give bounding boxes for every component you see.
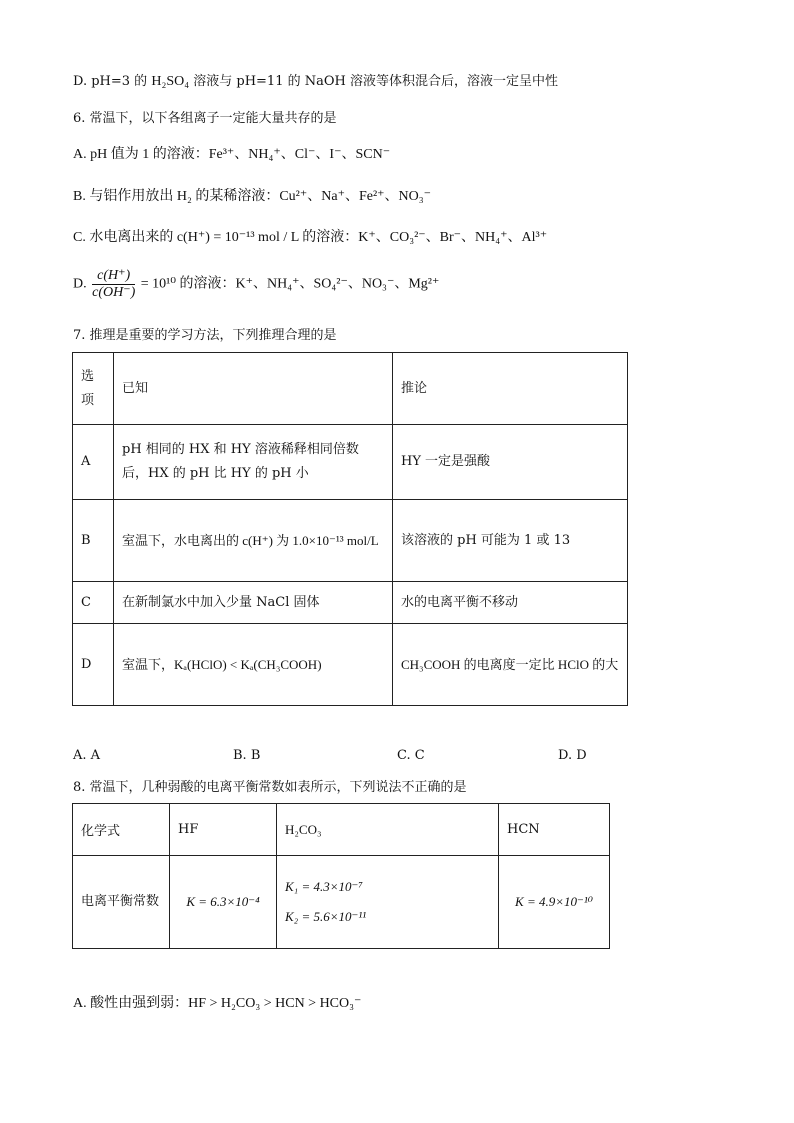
q7-row-d-inference: CH₃COOH 的电离度一定比 HClO 的大: [393, 624, 628, 706]
q8-stem: 8. 常温下，几种弱酸的电离平衡常数如表所示，下列说法不正确的是: [73, 780, 467, 795]
table-row: [73, 425, 628, 500]
q5-option-d-prefix: D. pH=3 的: [73, 74, 148, 89]
q7-option-d: D. D: [558, 748, 587, 763]
q8-header-h2co3: H₂CO₃: [277, 804, 499, 856]
q8-h2co3-k1: K₁ = 4.3×10⁻⁷: [285, 879, 363, 894]
q8-table: [72, 803, 610, 949]
q6-option-d-numerator: c(H⁺): [92, 268, 135, 285]
q6-option-d-fraction: [92, 268, 135, 301]
q8-header-formula: 化学式: [73, 804, 170, 856]
q7-row-b-inference: 该溶液的 pH 可能为 1 或 13: [393, 500, 628, 582]
q6-option-b: B. 与铝作用放出 H₂ 的某稀溶液：Cu²⁺、Na⁺、Fe²⁺、NO₃⁻: [73, 189, 432, 204]
q6-stem: 6. 常温下，以下各组离子一定能大量共存的是: [73, 111, 337, 126]
q7-option-c: C. C: [397, 748, 425, 763]
q6-option-d: [73, 268, 439, 301]
q8-header-row: [73, 804, 610, 856]
q7-row-d-option: D: [73, 624, 114, 706]
q7-row-c-option: C: [73, 582, 114, 624]
q7-header-known: 已知: [114, 353, 393, 425]
q6-option-d-rest: = 10¹⁰ 的溶液：K⁺、NH₄⁺、SO₄²⁻、NO₃⁻、Mg²⁺: [140, 276, 440, 292]
q7-header-row: [73, 353, 628, 425]
q6-option-d-denominator: c(OH⁻): [92, 285, 136, 300]
table-row: [73, 624, 628, 706]
q7-row-a-known: pH 相同的 HX 和 HY 溶液稀释相同倍数后，HX 的 pH 比 HY 的 pH 小: [114, 425, 393, 500]
table-row: [73, 500, 628, 582]
q7-option-b: B. B: [233, 748, 261, 763]
q8-row-label: 电离平衡常数: [73, 856, 170, 949]
q7-table: [72, 352, 628, 706]
table-row: [73, 582, 628, 624]
q7-row-d-known: 室温下，Kₐ(HClO) < Kₐ(CH₃COOH): [114, 624, 393, 706]
q8-hcn-constant: K = 4.9×10⁻¹⁰: [499, 856, 610, 949]
q7-row-b-known: 室温下，水电离出的 c(H⁺) 为 1.0×10⁻¹³ mol/L: [114, 500, 393, 582]
q7-header-option: 选项: [73, 353, 114, 425]
q7-row-c-known: 在新制氯水中加入少量 NaCl 固体: [114, 582, 393, 624]
q7-option-a: A. A: [73, 748, 101, 763]
q7-row-b-option: B: [73, 500, 114, 582]
q7-row-c-inference: 水的电离平衡不移动: [393, 582, 628, 624]
q7-row-a-option: A: [73, 425, 114, 500]
q6-option-d-label: D.: [73, 276, 87, 292]
q5-option-d-formula: H₂SO₄: [151, 74, 190, 89]
q8-h2co3-constants: [277, 856, 499, 949]
q7-stem: 7. 推理是重要的学习方法，下列推理合理的是: [73, 328, 337, 343]
table-row: [73, 856, 610, 949]
q6-option-c: C. 水电离出来的 c(H⁺) = 10⁻¹³ mol / L 的溶液：K⁺、CO₃²⁻、Br⁻、NH₄⁺、Al³⁺: [73, 230, 548, 245]
q8-h2co3-k2: K₂ = 5.6×10⁻¹¹: [285, 909, 367, 924]
q5-option-d-suffix: 溶液与 pH=11 的 NaOH 溶液等体积混合后，溶液一定呈中性: [193, 74, 558, 89]
q7-header-inference: 推论: [393, 353, 628, 425]
q8-header-hf: HF: [170, 804, 277, 856]
q7-row-a-inference: HY 一定是强酸: [393, 425, 628, 500]
q6-option-a: A. pH 值为 1 的溶液：Fe³⁺、NH₄⁺、Cl⁻、I⁻、SCN⁻: [73, 147, 391, 162]
q8-option-a: A. 酸性由强到弱：HF > H₂CO₃ > HCN > HCO₃⁻: [73, 996, 362, 1011]
q8-hf-constant: K = 6.3×10⁻⁴: [170, 856, 277, 949]
q8-header-hcn: HCN: [499, 804, 610, 856]
q5-option-d: [73, 73, 558, 91]
